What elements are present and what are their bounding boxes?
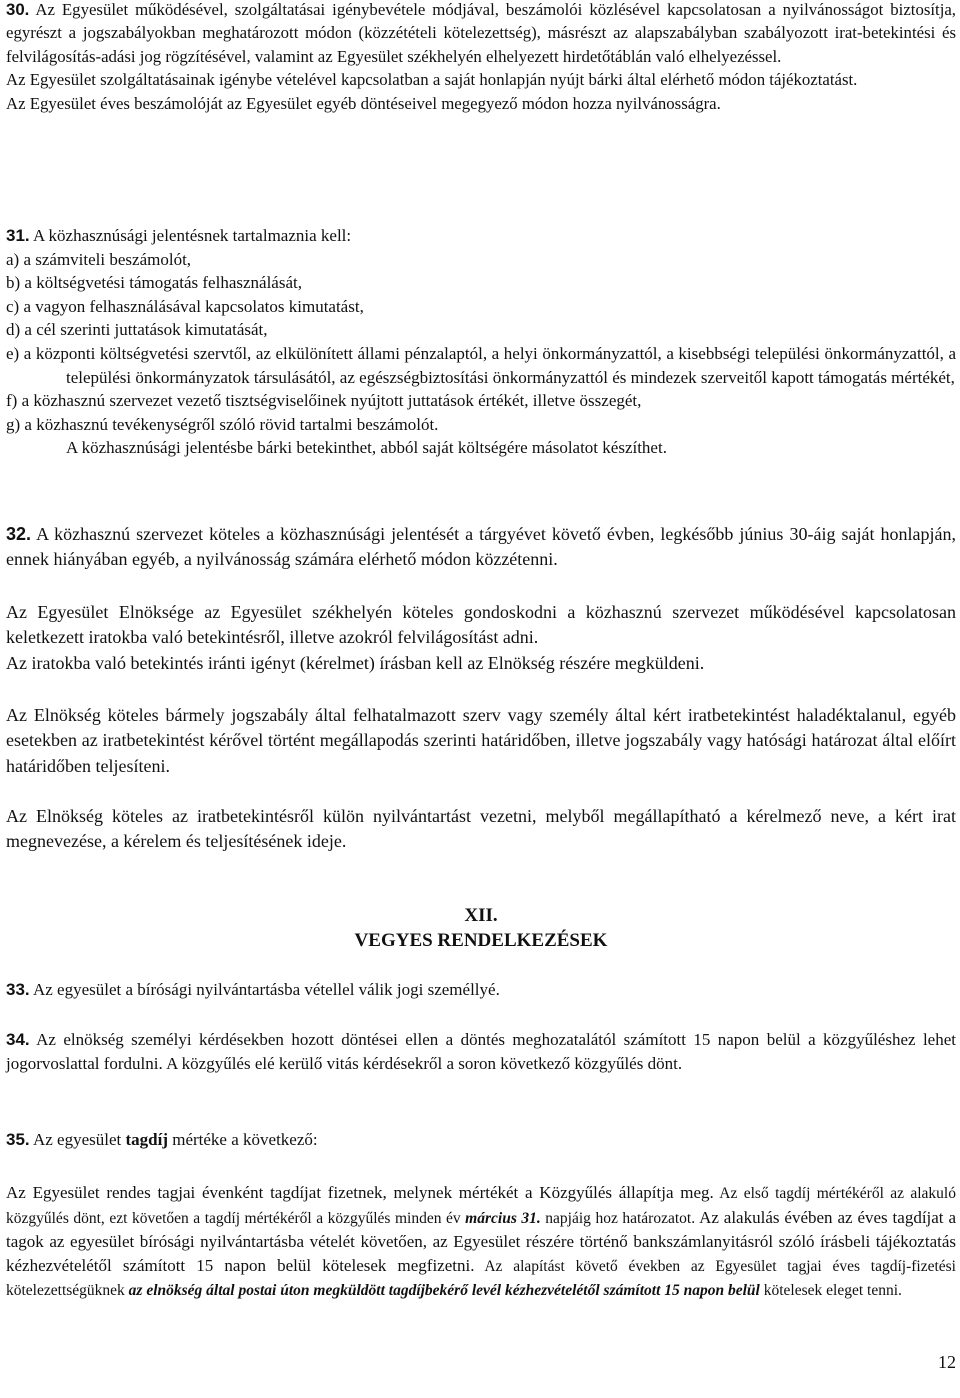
emphasis-tagdij: tagdíj [125,1130,168,1149]
list-item: c) a vagyon felhasználásával kapcsolatos kimutatást, [6,296,364,316]
section-31 [6,224,956,460]
section-text: Az első tagdíj mértékéről az alakuló közgyűlés dönt, ezt követően a tagdíj mértékéről a közgyűlés minden év [6,1185,956,1227]
list-item: f) a közhasznú szervezet vezető tisztségviselőinek nyújtott juttatások értékét, illetve összegét, [6,391,642,411]
list-item: b) a költségvetési támogatás felhasználását, [6,273,302,293]
section-35-text [6,1181,956,1303]
section-text: Az elnökség személyi kérdésekben hozott döntései ellen a döntés meghozatalától számított 15 napon belül a közgyűléshez lehet jogorvoslattal fordulni. A közgyűlés elé kerülő vitás kérdésekről a soron következő közgyűlés dönt. [6,1030,956,1073]
section-32-paragraph-4 [6,804,956,855]
section-35-heading [6,1128,956,1152]
section-text: Az Egyesület rendes tagjai évenként tagdíjat fizetnek, melynek mértékét a Közgyűlés állapítja meg. [6,1183,714,1202]
section-31-outro: A közhasznúsági jelentésbe bárki betekinthet, abból saját költségére másolatot készíthet. [66,438,667,458]
section-30-paragraph-3: Az Egyesület éves beszámolóját az Egyesület egyéb döntéseivel megegyező módon hozza nyilvánosságra. [6,93,721,113]
section-32-paragraph-2 [6,600,956,676]
page-number: 12 [938,1352,956,1372]
section-text: Az Egyesület Elnöksége az Egyesület székhelyén köteles gondoskodni a közhasznú szervezet működésével kapcsolatosan keletkezett iratokba való betekintésről, illetve azokról felvilágosítást adni. [6,602,956,648]
section-text: Az Elnökség köteles bármely jogszabály által felhatalmazott szerv vagy személy által kért iratbetekintést haladéktalanul, egyéb esetekben az iratbetekintést kérővel történt megállapodás szerinti határidőben, illetve jogszabály vagy hatósági határozat által előírt határidőben teljesíteni. [6,705,956,776]
section-text: Az Elnökség köteles az iratbetekintésről külön nyilvántartást vezetni, melyből megállapítható a kérelmező neve, a kért irat megnevezése, a kérelem és teljesítésének ideje. [6,806,956,852]
section-text: Az egyesület a bírósági nyilvántartásba vétellel válik jogi személlyé. [29,980,500,999]
section-number: 32. [6,524,32,544]
section-number: 35. [6,1130,30,1149]
chapter-heading [6,903,956,953]
list-item: e) a központi költségvetési szervtől, az elkülönített állami pénzalaptól, a helyi önkormányzattól, a kisebbségi települési önkormányzattól, a települési önkormányzatok társulásától, az egészségbiztosítási önkormányzattól és mindezek szerveitől kapott támogatás mértékét, [6,343,956,387]
section-text: Az iratokba való betekintés iránti igényt (kérelmet) írásban kell az Elnökség részére megküldeni. [6,652,705,673]
emphasis-date: március 31. [465,1209,541,1227]
section-text: A közhasznúsági jelentésnek tartalmaznia kell: [29,226,352,245]
list-item: d) a cél szerinti juttatások kimutatását, [6,320,268,340]
section-32-paragraph-1 [6,522,956,573]
section-number: 33. [6,980,30,999]
section-text: kötelesek eleget tenni. [759,1282,902,1300]
section-text: A közhasznú szervezet köteles a közhasznúsági jelentését a tárgyévet követő évben, legkésőbb június 30-áig saját honlapján, ennek hiányában egyéb, a nyilvánosság számára elérhető módon közzétenni. [6,524,956,570]
section-35-intro [6,1128,956,1152]
list-item: g) a közhasznú tevékenységről szóló rövid tartalmi beszámolót. [6,414,439,434]
section-text: Az alakulás évében az éves tagdíjat a tagok az egyesület bírósági nyilvántartásba vételét követően, az Egyesület részére történő bankszámlanyitásról szóló írásbeli tájékoztatás kézhezvételétől számított 15 napon belül kötelesek megfizetni. [6,1207,956,1275]
section-32-paragraph-3 [6,703,956,779]
section-30-paragraph-2: Az Egyesület szolgáltatásainak igénybe vételével kapcsolatban a saját honlapján nyújt bárki által elérhető módon tájékoztatást. [6,70,858,90]
section-34-text [6,1028,956,1075]
section-text: mértéke a következő: [167,1130,318,1149]
section-number: 34. [6,1030,30,1049]
section-31-intro [6,224,956,248]
emphasis-deadline: az elnökség által postai úton megküldött tagdíjbekérő levél kézhezvételétől számított 15 napon belül [128,1282,760,1300]
section-33 [6,978,956,1002]
section-35-body [6,1181,956,1303]
section-30-paragraph-1 [6,0,956,68]
section-33-text [6,978,956,1002]
section-text: Az Egyesület működésével, szolgáltatásai igénybevétele módjával, beszámolói közlésével kapcsolatosan a nyilvánosságot biztosítja, egyrészt a jogszabályokban meghatározott módon (közzétételi kötelezettség), másrészt az alapszabályban szabályozott irat-betekintési és felvilágosítás-adási jog rögzítésével, valamint az Egyesület székhelyén elhelyezett hirdetőtáblán való elhelyezéssel. [6,0,956,66]
list-item: a) a számviteli beszámolót, [6,249,192,269]
section-text: Az alapítást követő években az Egyesület tagjai éves tagdíj-fizetési kötelezettségüknek [6,1257,956,1300]
section-30 [6,0,956,115]
chapter-number: XII. [464,905,498,926]
chapter-title: VEGYES RENDELKEZÉSEK [354,930,608,951]
section-number: 30. [6,0,30,19]
section-number: 31. [6,226,30,245]
section-34 [6,1028,956,1075]
section-32 [6,522,956,573]
section-text: Az egyesület [29,1130,126,1149]
section-text: napjáig hoz határozatot. [540,1209,696,1227]
